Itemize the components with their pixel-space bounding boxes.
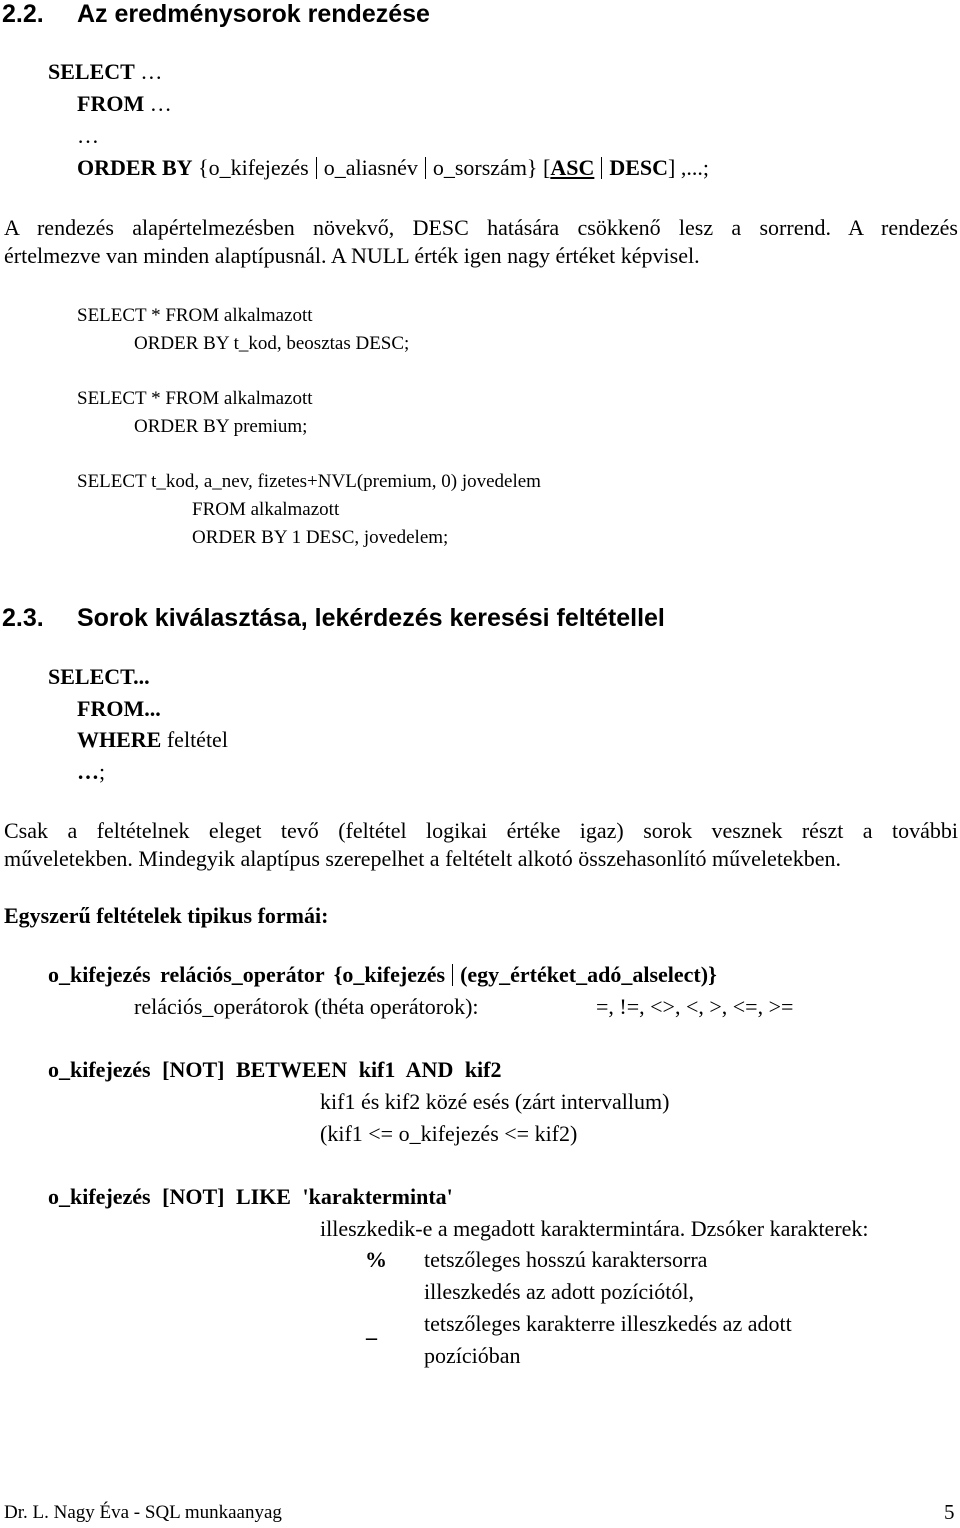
example-line: ORDER BY 1 DESC, jovedelem; <box>192 527 449 548</box>
between-description: kif1 és kif2 közé esés (zárt intervallum) <box>320 1089 670 1114</box>
syntax-order-by-line <box>77 155 709 181</box>
syntax-where-line <box>77 727 228 753</box>
section-2-3-title: Sorok kiválasztása, lekérdezés keresési feltétellel <box>77 604 665 632</box>
wildcard-underscore-symbol: _ <box>366 1317 377 1342</box>
wildcard-percent-desc: illeszkedés az adott pozíciótól, <box>424 1279 695 1304</box>
syntax-end-ellipsis: … <box>77 759 99 784</box>
syntax-close: ] ,...; <box>668 155 709 180</box>
section-2-3-number: 2.3. <box>2 604 44 632</box>
syntax-ellipsis-line: … <box>77 123 99 148</box>
wildcard-underscore-desc: tetszőleges karakterre illeszkedés az adott <box>424 1311 792 1336</box>
syntax-end-semicolon: ; <box>99 759 106 784</box>
condition-relational-part1: o_kifejezés relációs_operátor {o_kifejezés <box>48 962 446 987</box>
relational-operators-list: =, !=, <>, <, >, <=, >= <box>596 994 794 1019</box>
syntax-from-line <box>77 91 172 117</box>
condition-relational-part2: (egy_értéket_adó_alselect)} <box>460 962 717 987</box>
condition-relational <box>48 962 717 988</box>
separator-bar <box>601 157 602 179</box>
example-line: FROM alkalmazott <box>192 499 340 520</box>
separator-bar <box>316 157 317 179</box>
footer-author: Dr. L. Nagy Éva - SQL munkaanyag <box>4 1502 282 1523</box>
separator-bar <box>425 157 426 179</box>
kw-select: SELECT <box>48 59 135 84</box>
section-2-2-title: Az eredménysorok rendezése <box>77 0 430 28</box>
syntax-mid: o_aliasnév <box>323 155 418 180</box>
example-line: SELECT t_kod, a_nev, fizetes+NVL(premium, 0) jovedelem <box>77 471 541 492</box>
simple-conditions-heading: Egyszerű feltételek tipikus formái: <box>4 903 329 928</box>
kw-asc: ASC <box>550 155 595 180</box>
paragraph-2-2-line2: értelmezve van minden alaptípusnál. A NULL érték igen nagy értéket képvisel. <box>4 243 700 268</box>
syntax-open: {o_kifejezés <box>192 155 309 180</box>
syntax-rest: … <box>134 59 163 84</box>
syntax-select-line <box>48 59 162 85</box>
kw-from: FROM... <box>77 696 161 721</box>
syntax-end-line <box>77 759 105 785</box>
example-line: ORDER BY t_kod, beosztas DESC; <box>134 333 410 354</box>
condition-between: o_kifejezés [NOT] BETWEEN kif1 AND kif2 <box>48 1057 502 1082</box>
kw-from: FROM <box>77 91 145 116</box>
example-line: ORDER BY premium; <box>134 416 308 437</box>
relational-operators-label: relációs_operátorok (théta operátorok): <box>134 994 479 1019</box>
example-line: SELECT * FROM alkalmazott <box>77 305 313 326</box>
wildcard-underscore-desc: pozícióban <box>424 1343 521 1368</box>
between-formula: (kif1 <= o_kifejezés <= kif2) <box>320 1121 578 1146</box>
paragraph-2-3-line2: műveletekben. Mindegyik alaptípus szerepelhet a feltételt alkotó összehasonlító műveletekben. <box>4 846 841 871</box>
syntax-end: o_sorszám} [ <box>432 155 551 180</box>
example-line: SELECT * FROM alkalmazott <box>77 388 313 409</box>
syntax-rest: … <box>144 91 172 116</box>
footer-page-number: 5 <box>944 1500 955 1524</box>
kw-desc: DESC <box>609 155 669 180</box>
separator-bar <box>452 964 453 986</box>
kw-where: WHERE <box>77 727 162 752</box>
wildcard-percent-symbol: % <box>365 1247 387 1272</box>
like-description: illeszkedik-e a megadott karaktermintára. Dzsóker karakterek: <box>320 1216 869 1241</box>
condition-like: o_kifejezés [NOT] LIKE 'karakterminta' <box>48 1184 453 1209</box>
syntax-rest: feltétel <box>161 727 228 752</box>
section-2-2-number: 2.2. <box>2 0 44 28</box>
kw-select: SELECT... <box>48 664 150 689</box>
wildcard-percent-desc: tetszőleges hosszú karaktersorra <box>424 1247 708 1272</box>
paragraph-2-3-line1: Csak a feltételnek eleget tevő (feltétel logikai értéke igaz) sorok vesznek részt a további <box>4 818 958 843</box>
paragraph-2-2-line1: A rendezés alapértelmezésben növekvő, DESC hatására csökkenő lesz a sorrend. A rendezés <box>4 215 958 240</box>
kw-order-by: ORDER BY <box>77 155 193 180</box>
